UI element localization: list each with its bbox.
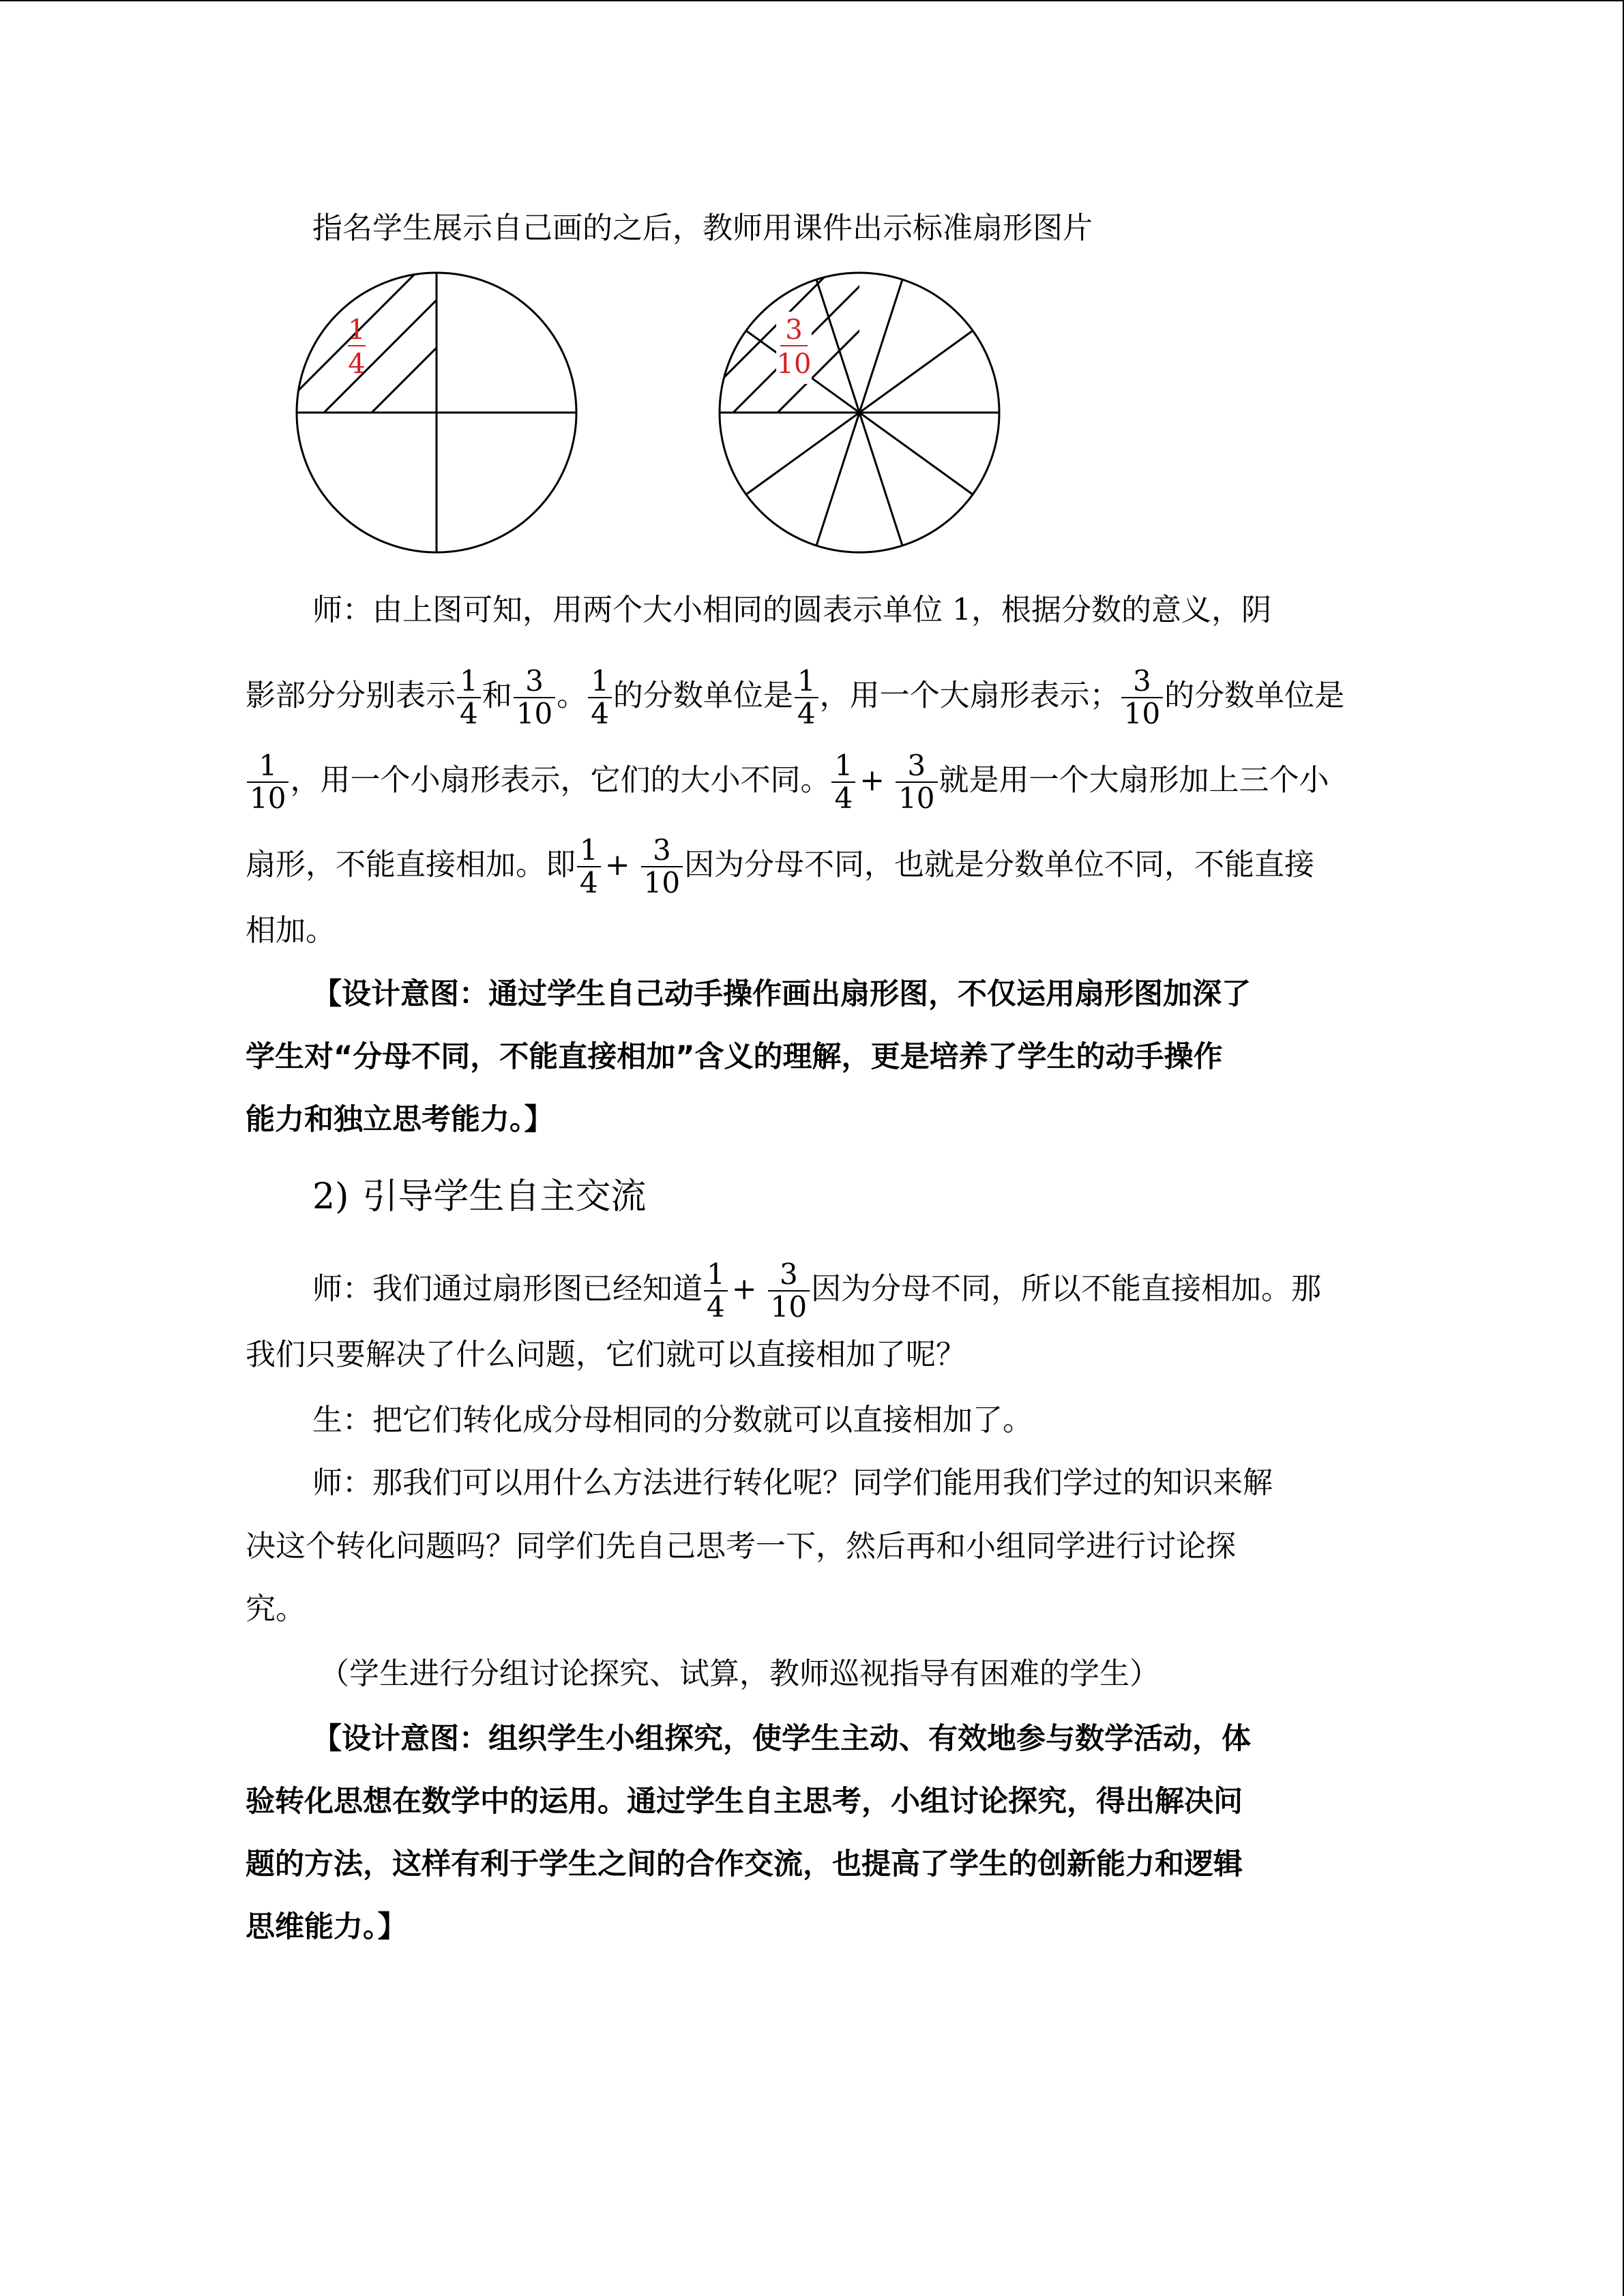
paragraph-line: 师：由上图可知，用两个大小相同的圆表示单位 1，根据分数的意义，阴 (312, 593, 1271, 627)
paragraph-line: 决这个转化问题吗？同学们先自己思考一下，然后再和小组同学进行讨论探 (246, 1529, 1236, 1564)
text-span: 影部分分别表示 (246, 678, 456, 713)
paragraph-line: 我们只要解决了什么问题，它们就可以直接相加了呢？ (246, 1337, 966, 1372)
fraction-three-tenths: $\frac{3}{10}$ (641, 835, 683, 899)
design-intent-line: 【设计意图：组织学生小组探究，使学生主动、有效地参与数学活动，体 (312, 1722, 1251, 1756)
fraction-three-tenths: $\frac{3}{10}$ (514, 666, 555, 730)
text-span: 。 (557, 678, 587, 713)
paragraph-line-fractions (312, 1259, 1321, 1323)
paragraph-line: （学生进行分组讨论探究、试算，教师巡视指导有困难的学生） (319, 1656, 1160, 1691)
fraction-one-quarter: $\frac{1}{4}$ (577, 835, 601, 899)
figure-caption: 指名学生展示自己画的之后，教师用课件出示标准扇形图片 (312, 211, 1093, 245)
section-number: 2) (312, 1176, 349, 1217)
quarter-circle-figure (293, 269, 580, 556)
fraction-one-quarter: $\frac{1}{4}$ (588, 666, 612, 730)
text-span: 就是用一个大扇形加上三个小 (939, 762, 1329, 798)
paragraph-line-fractions (246, 835, 1314, 899)
plus-sign: + (604, 847, 630, 882)
fraction-one-quarter: $\frac{1}{4}$ (704, 1259, 728, 1323)
fraction-one-tenth: $\frac{1}{10}$ (247, 750, 289, 814)
fraction-three-tenths: $\frac{3}{10}$ (768, 1259, 810, 1323)
text-span: 的分数单位是 (612, 678, 793, 713)
section-title: 引导学生自主交流 (362, 1176, 647, 1217)
text-span: 和 (482, 678, 512, 713)
paragraph-line: 相加。 (246, 913, 336, 948)
text-span: 师：我们通过扇形图已经知道 (312, 1271, 703, 1307)
design-intent-line: 【设计意图：通过学生自己动手操作画出扇形图，不仅运用扇形图加深了 (312, 977, 1251, 1011)
plus-sign: + (859, 762, 885, 798)
design-intent-line: 验转化思想在数学中的运用。通过学生自主思考，小组讨论探究，得出解决问 (246, 1785, 1243, 1819)
text-span: ，用一个小扇形表示，它们的大小不同。 (290, 762, 831, 798)
design-intent-line: 能力和独立思考能力。】 (246, 1103, 554, 1137)
design-intent-line: 思维能力。】 (246, 1910, 407, 1944)
paragraph-line: 师：那我们可以用什么方法进行转化呢？同学们能用我们学过的知识来解 (312, 1465, 1273, 1500)
design-intent-line: 学生对“分母不同，不能直接相加”含义的理解，更是培养了学生的动手操作 (246, 1040, 1223, 1074)
design-intent-line: 题的方法，这样有利于学生之间的合作交流，也提高了学生的创新能力和逻辑 (246, 1847, 1243, 1881)
fraction-one-quarter: $\frac{1}{4}$ (795, 666, 818, 730)
fraction-one-quarter: $\frac{1}{4}$ (457, 666, 481, 730)
tenths-circle-figure (716, 269, 1003, 556)
tenths-dividers (720, 280, 999, 546)
fraction-three-tenths: $\frac{3}{10}$ (1121, 666, 1163, 730)
paragraph-line: 生：把它们转化成分母相同的分数就可以直接相加了。 (312, 1403, 1033, 1437)
paragraph-line-fractions (246, 750, 1329, 814)
section-heading (312, 1173, 646, 1221)
text-span: ，用一个大扇形表示； (819, 678, 1120, 713)
fraction-one-quarter: $\frac{1}{4}$ (831, 750, 855, 814)
paragraph-line-fractions (246, 666, 1344, 730)
text-span: 的分数单位是 (1164, 678, 1345, 713)
plus-sign: + (731, 1271, 757, 1307)
label-one-quarter-den: 4 (348, 348, 366, 380)
text-span: 扇形，不能直接相加。即 (246, 847, 576, 882)
paragraph-line: 究。 (246, 1592, 306, 1626)
label-three-tenths-num: 3 (785, 314, 803, 346)
fraction-three-tenths: $\frac{3}{10}$ (896, 750, 937, 814)
label-one-quarter-num: 1 (348, 314, 366, 346)
text-span: 因为分母不同，也就是分数单位不同，不能直接 (684, 847, 1315, 882)
text-span: 因为分母不同，所以不能直接相加。那 (811, 1271, 1322, 1307)
label-three-tenths-den: 10 (776, 348, 812, 380)
